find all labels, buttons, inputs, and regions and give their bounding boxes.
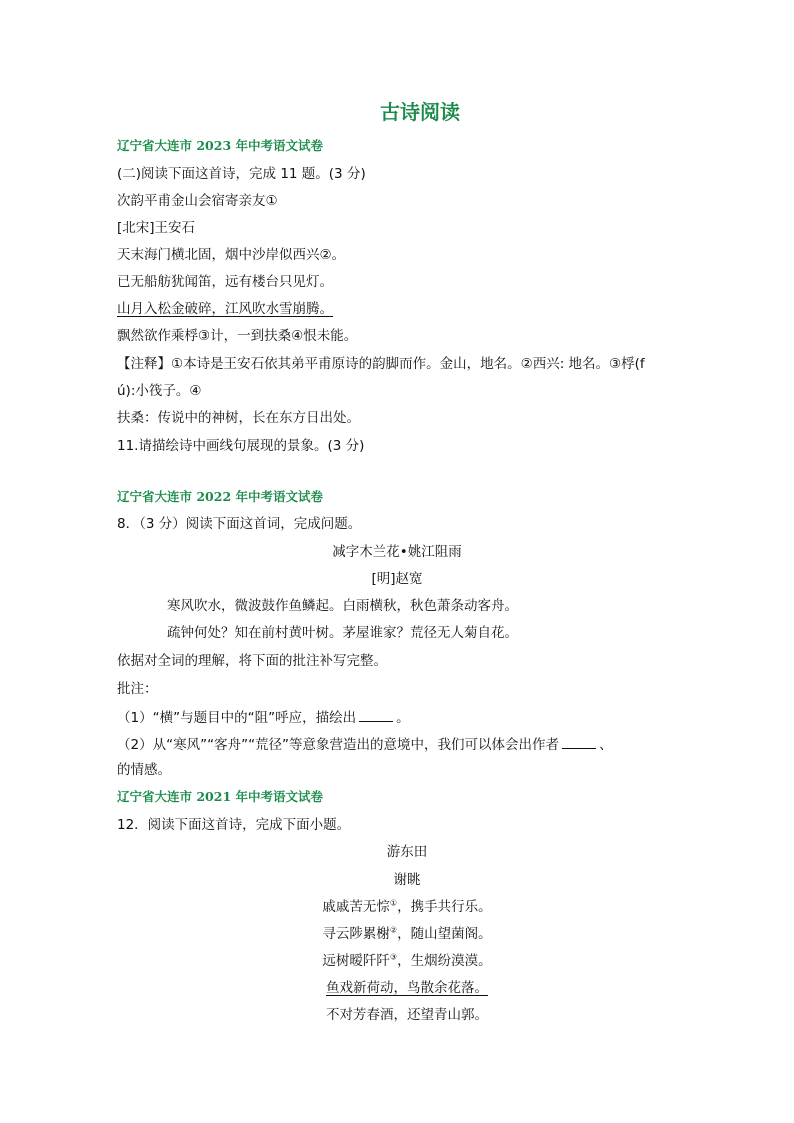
instruction-text: 依据对全词的理解，将下面的批注补写完整。 — [117, 653, 387, 669]
question-intro: 8．（3 分）阅读下面这首词，完成问题。 — [117, 516, 362, 532]
question-intro: 12．阅读下面这首诗，完成下面小题。 — [117, 817, 351, 833]
source-label: 辽宁省大连市 2022 年中考语文试卷 — [117, 489, 323, 504]
poem-line-underlined: 山月入松金破碎，江风吹水雪崩腾。 — [117, 301, 333, 317]
poem-line: 寒风吹水，微波鼓作鱼鳞起。白雨横秋，秋色萧条动客舟。 — [167, 598, 518, 614]
poem-line: 疏钟何处？知在前村黄叶树。茅屋谁家？荒径无人菊自花。 — [167, 625, 518, 641]
source-label: 辽宁省大连市 2021 年中考语文试卷 — [117, 789, 323, 804]
poem-line: 不对芳春酒，还望青山郭。 — [326, 1007, 488, 1023]
footnote-marker: ① — [389, 898, 398, 908]
poem-line: 飘然欲作乘桴③计，一到扶桑④恨未能。 — [117, 328, 358, 344]
poem-line: 戚戚苦无悰①，携手共行乐。 — [322, 898, 492, 915]
poem-title: 游东田 — [386, 844, 428, 860]
question-text: 11.请描绘诗中画线句展现的景象。(3 分) — [117, 438, 365, 454]
poem-line-underlined: 鱼戏新荷动，鸟散余花落。 — [326, 980, 488, 996]
poem-line: 远树暧阡阡③，生烟纷漠漠。 — [322, 952, 492, 969]
question-text: 的情感。 — [117, 762, 171, 778]
page-title: 古诗阅读 — [380, 100, 460, 124]
fill-question-1 — [117, 707, 410, 727]
poem-line: 已无船舫犹闻笛，远有楼台只见灯。 — [117, 274, 333, 290]
question-text: 、 — [599, 737, 613, 753]
footnote-marker: ② — [389, 925, 398, 935]
poem-author: [北宋]王安石 — [117, 220, 196, 236]
annotation-text: ú):小筏子。④ — [117, 383, 202, 399]
source-label: 辽宁省大连市 2023 年中考语文试卷 — [117, 138, 323, 153]
poem-author: [明]赵宽 — [371, 571, 423, 587]
answer-blank[interactable] — [562, 734, 596, 749]
poem-line: 天末海门横北固，烟中沙岸似西兴②。 — [117, 247, 346, 263]
question-text: （1）“横”与题目中的“阻”呼应，描绘出 — [117, 710, 357, 726]
annotation-text: 扶桑：传说中的神树，长在东方日出处。 — [117, 410, 360, 426]
poem-title: 减字木兰花•姚江阻雨 — [332, 544, 462, 560]
answer-blank[interactable] — [359, 707, 393, 722]
question-text: 。 — [396, 710, 410, 726]
fill-question-2 — [117, 734, 613, 754]
footnote-marker: ③ — [389, 952, 398, 962]
poem-title: 次韵平甫金山会宿寄亲友① — [117, 193, 278, 209]
poem-line: 寻云陟累榭②，随山望菌阁。 — [322, 925, 492, 942]
poem-author: 谢眺 — [393, 872, 421, 888]
comment-label: 批注： — [117, 681, 158, 697]
question-intro: (二)阅读下面这首诗，完成 11 题。(3 分) — [117, 166, 366, 182]
annotation-text: 【注释】①本诗是王安石依其弟平甫原诗的韵脚而作。金山，地名。②西兴: 地名。③桴(f — [117, 356, 645, 372]
question-text: （2）从“寒风”“客舟”“荒径”等意象营造出的意境中，我们可以体会出作者 — [117, 737, 560, 753]
